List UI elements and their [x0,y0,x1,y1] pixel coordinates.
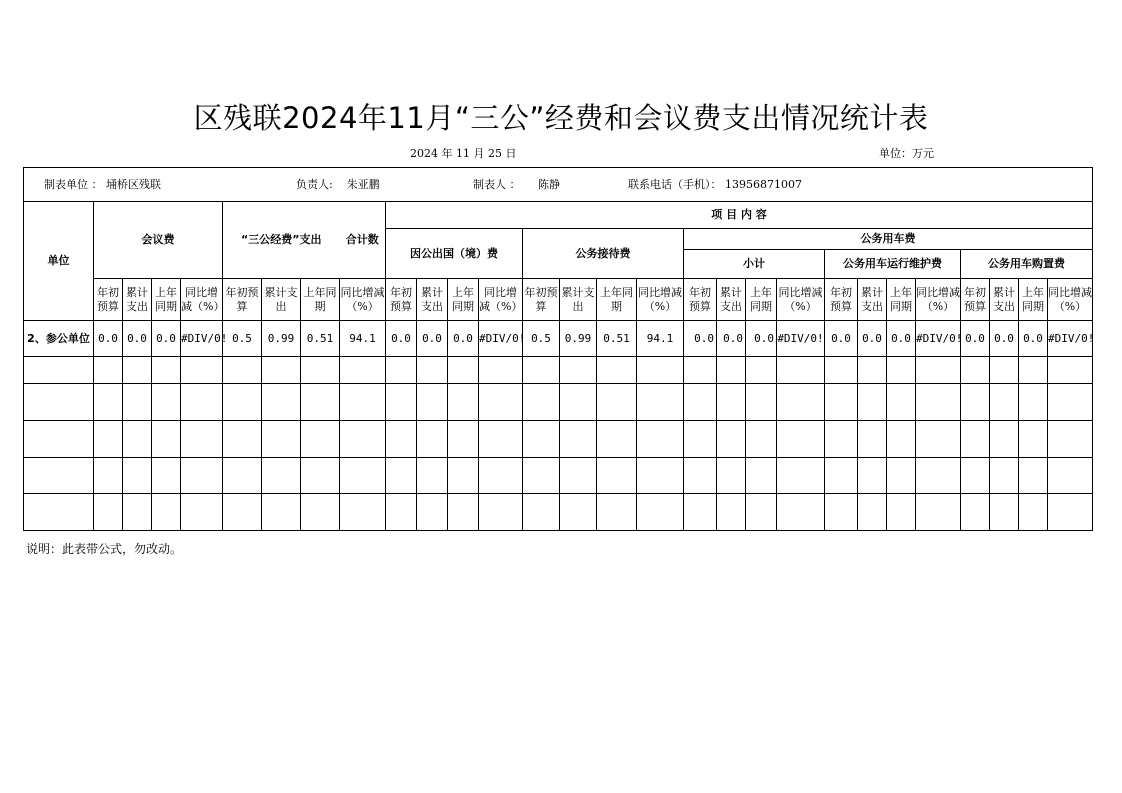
empty-cell [523,421,560,458]
footnote: 说明：此表带公式，勿改动。 [26,542,183,556]
subheader-cell: 年初预算 [825,279,858,321]
empty-cell [597,384,637,421]
empty-cell [777,494,825,531]
empty-cell [448,357,479,384]
empty-cell [858,494,887,531]
empty-cell [24,384,94,421]
subheader-cell: 上年同期 [448,279,479,321]
abroad-value-cell: 0.0 [448,321,479,357]
page-title: 区残联2024年11月“三公”经费和会议费支出情况统计表 [193,101,929,135]
sangong-value-cell: 94.1 [340,321,386,357]
subheader-cell: 同比增减（%） [340,279,386,321]
empty-cell [152,357,181,384]
phone-value: 13956871007 [725,177,802,191]
empty-cell [858,421,887,458]
empty-cell [386,494,417,531]
empty-cell [825,494,858,531]
empty-cell [181,494,223,531]
empty-cell [223,494,262,531]
empty-cell [637,458,684,494]
empty-cell [123,421,152,458]
empty-cell [916,458,961,494]
empty-cell [717,494,746,531]
reception-value-cell: 0.5 [523,321,560,357]
empty-cell [990,458,1019,494]
abroad-value-cell: 0.0 [386,321,417,357]
empty-cell [684,458,717,494]
empty-cell [597,494,637,531]
empty-cell [94,494,123,531]
empty-cell [637,494,684,531]
purchase-header: 公务用车购置费 [961,250,1093,279]
unit-label: 单位：万元 [879,147,934,160]
empty-cell [181,458,223,494]
subtotal-value-cell: #DIV/0! [777,321,825,357]
empty-cell [340,357,386,384]
empty-cell [887,384,916,421]
empty-cell [152,458,181,494]
empty-cell [262,421,301,458]
empty-cell [152,421,181,458]
empty-cell [479,384,523,421]
sangong-value-cell: 0.5 [223,321,262,357]
empty-cell [523,494,560,531]
maker-label: 制表人 ： [473,177,521,191]
empty-cell [523,458,560,494]
maker-value: 陈静 [537,177,560,191]
empty-cell [858,458,887,494]
org-label: 制表单位 ： [44,177,103,191]
empty-cell [560,494,597,531]
empty-cell [990,384,1019,421]
empty-cell [523,384,560,421]
empty-cell [479,458,523,494]
empty-cell [746,357,777,384]
subheader-cell: 同比增减（%） [777,279,825,321]
empty-cell [825,357,858,384]
abroad-value-cell: 0.0 [417,321,448,357]
empty-cell [479,494,523,531]
empty-cell [746,458,777,494]
empty-cell [777,357,825,384]
empty-cell [417,421,448,458]
empty-cell [825,421,858,458]
subheader-cell: 上年同期 [1019,279,1048,321]
empty-cell [417,357,448,384]
empty-cell [990,421,1019,458]
subheader-row [24,279,1093,321]
subheader-cell: 上年同期 [746,279,777,321]
empty-row [24,421,1093,458]
empty-cell [448,384,479,421]
phone-label: 联系电话（手机）： [628,177,722,191]
empty-cell [637,384,684,421]
report-date: 2024 年 11 月 25 日 [410,147,517,160]
operation-value-cell: #DIV/0! [916,321,961,357]
subheader-cell: 累计支出 [717,279,746,321]
empty-cell [684,421,717,458]
row-unit: 2、参公单位 [24,321,94,357]
purchase-value-cell: 0.0 [961,321,990,357]
reception-value-cell: 0.99 [560,321,597,357]
subheader-cell: 年初预算 [684,279,717,321]
empty-cell [123,458,152,494]
empty-cell [597,421,637,458]
empty-cell [340,494,386,531]
empty-cell [223,384,262,421]
empty-cell [1019,357,1048,384]
empty-cell [24,494,94,531]
reception-value-cell: 0.51 [597,321,637,357]
empty-cell [262,357,301,384]
subheader-cell: 累计支出 [858,279,887,321]
empty-cell [597,458,637,494]
empty-cell [340,458,386,494]
empty-cell [990,357,1019,384]
empty-cell [223,357,262,384]
empty-cell [597,357,637,384]
empty-cell [684,494,717,531]
empty-cell [479,421,523,458]
empty-cell [961,357,990,384]
empty-cell [301,384,340,421]
empty-row [24,357,1093,384]
subtotal-value-cell: 0.0 [746,321,777,357]
purchase-value-cell: 0.0 [1019,321,1048,357]
empty-cell [24,357,94,384]
empty-cell [262,458,301,494]
empty-cell [858,384,887,421]
purchase-value-cell: 0.0 [990,321,1019,357]
empty-cell [301,421,340,458]
empty-cell [301,494,340,531]
subheader-cell: 同比增减（%） [181,279,223,321]
meeting-value-cell: 0.0 [94,321,123,357]
operation-header: 公务用车运行维护费 [825,250,961,279]
subheader-cell: 年初预算 [523,279,560,321]
empty-cell [448,421,479,458]
empty-cell [94,384,123,421]
empty-cell [301,357,340,384]
reception-value-cell: 94.1 [637,321,684,357]
empty-cell [746,494,777,531]
subheader-cell: 累计支出 [560,279,597,321]
empty-cell [262,384,301,421]
empty-cell [746,421,777,458]
empty-cell [684,384,717,421]
empty-cell [825,458,858,494]
empty-cell [825,384,858,421]
sangong-header: “三公经费”支出 [223,202,340,279]
empty-cell [1019,494,1048,531]
empty-cell [560,421,597,458]
empty-cell [123,384,152,421]
empty-cell [181,357,223,384]
subtotal-header: 小计 [684,250,825,279]
empty-cell [1048,494,1093,531]
subheader-cell: 累计支出 [417,279,448,321]
empty-cell [181,384,223,421]
empty-cell [417,384,448,421]
vehicle-header: 公务用车费 [684,229,1093,250]
head-value: 朱亚鹏 [346,177,380,191]
empty-cell [916,421,961,458]
empty-cell [717,384,746,421]
org-value: 埇桥区残联 [106,177,161,191]
empty-cell [340,421,386,458]
empty-cell [1048,357,1093,384]
empty-cell [887,421,916,458]
unit-header: 单位 [24,202,94,321]
empty-cell [223,421,262,458]
meeting-value-cell: 0.0 [152,321,181,357]
subheader-cell: 累计支出 [990,279,1019,321]
empty-cell [417,458,448,494]
empty-cell [448,458,479,494]
empty-cell [386,421,417,458]
empty-cell [916,494,961,531]
empty-cell [916,357,961,384]
empty-cell [1048,384,1093,421]
empty-cell [94,458,123,494]
subtotal-value-cell: 0.0 [717,321,746,357]
empty-row [24,494,1093,531]
subheader-cell: 累计支出 [262,279,301,321]
empty-cell [448,494,479,531]
table-row [24,321,1093,357]
empty-cell [637,357,684,384]
subheader-cell: 年初预算 [223,279,262,321]
empty-cell [386,357,417,384]
operation-value-cell: 0.0 [887,321,916,357]
empty-cell [961,421,990,458]
empty-cell [181,421,223,458]
empty-cell [717,458,746,494]
empty-cell [961,384,990,421]
operation-value-cell: 0.0 [825,321,858,357]
empty-cell [961,494,990,531]
subheader-cell: 同比增减（%） [1048,279,1093,321]
subheader-cell: 同比增减（%） [916,279,961,321]
empty-cell [560,458,597,494]
empty-cell [560,384,597,421]
empty-row [24,458,1093,494]
meeting-header: 会议费 [94,202,223,279]
subheader-cell: 年初预算 [386,279,417,321]
head-label: 负责人: [296,177,333,191]
empty-cell [523,357,560,384]
empty-cell [301,458,340,494]
empty-cell [417,494,448,531]
meeting-value-cell: #DIV/0! [181,321,223,357]
empty-cell [1019,458,1048,494]
empty-cell [94,357,123,384]
empty-cell [560,357,597,384]
empty-cell [1019,384,1048,421]
operation-value-cell: 0.0 [858,321,887,357]
abroad-value-cell: #DIV/0! [479,321,523,357]
project-header: 项 目 内 容 [386,202,1093,229]
subheader-cell: 上年同期 [152,279,181,321]
empty-cell [340,384,386,421]
empty-cell [262,494,301,531]
abroad-header: 因公出国（境）费 [386,229,523,279]
purchase-value-cell: #DIV/0! [1048,321,1093,357]
empty-cell [1048,458,1093,494]
subheader-cell: 上年同期 [597,279,637,321]
subheader-cell: 上年同期 [301,279,340,321]
empty-cell [684,357,717,384]
empty-cell [386,458,417,494]
reception-header: 公务接待费 [523,229,684,279]
total-header: 合计数 [340,202,386,279]
empty-cell [123,357,152,384]
empty-cell [152,494,181,531]
subtotal-value-cell: 0.0 [684,321,717,357]
empty-cell [887,494,916,531]
meeting-value-cell: 0.0 [123,321,152,357]
empty-cell [887,357,916,384]
empty-cell [777,384,825,421]
info-row [24,168,1093,202]
statistics-table [23,167,1093,531]
empty-cell [1019,421,1048,458]
empty-cell [887,458,916,494]
empty-cell [637,421,684,458]
subheader-cell: 年初预算 [94,279,123,321]
empty-cell [961,458,990,494]
empty-cell [717,421,746,458]
empty-cell [223,458,262,494]
subheader-cell: 同比增减（%） [479,279,523,321]
empty-cell [990,494,1019,531]
empty-cell [123,494,152,531]
subheader-cell: 上年同期 [887,279,916,321]
empty-cell [777,421,825,458]
subheader-cell: 同比增减（%） [637,279,684,321]
subheader-cell: 累计支出 [123,279,152,321]
empty-cell [1048,421,1093,458]
empty-cell [386,384,417,421]
empty-cell [916,384,961,421]
sangong-value-cell: 0.51 [301,321,340,357]
empty-cell [94,421,123,458]
empty-cell [24,458,94,494]
empty-cell [24,421,94,458]
empty-cell [479,357,523,384]
empty-cell [152,384,181,421]
empty-cell [717,357,746,384]
sangong-value-cell: 0.99 [262,321,301,357]
empty-cell [777,458,825,494]
empty-cell [746,384,777,421]
empty-cell [858,357,887,384]
empty-row [24,384,1093,421]
info-cell [24,168,1093,202]
subheader-cell: 年初预算 [961,279,990,321]
